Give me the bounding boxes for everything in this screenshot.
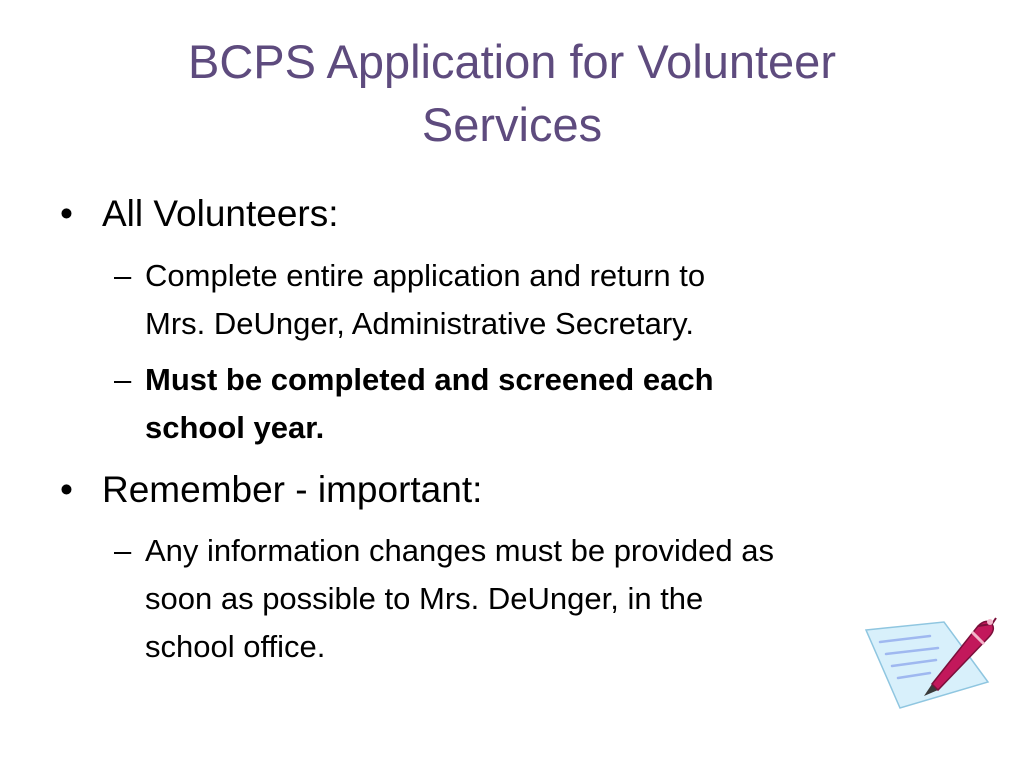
sub-bullet-mark: –	[114, 362, 132, 397]
sub-bullet-mark: –	[114, 533, 132, 568]
bullet-mark: •	[60, 469, 73, 510]
sub-item-line: Complete entire application and return to	[145, 258, 706, 293]
bullet-label: Remember - important:	[102, 469, 483, 510]
sub-item-line: Mrs. DeUnger, Administrative Secretary.	[145, 306, 694, 341]
sub-item-text	[145, 356, 975, 452]
sub-item-text	[145, 252, 975, 348]
bullet-label: All Volunteers:	[102, 193, 339, 234]
sub-bullet-mark: –	[114, 258, 132, 293]
title-line-2: Services	[421, 98, 603, 151]
bullet-mark: •	[60, 193, 73, 234]
sub-item-line: Must be completed and screened each	[145, 362, 714, 397]
pen-and-paper-icon	[860, 612, 1000, 712]
slide-title	[60, 30, 964, 156]
sub-item-line: school year.	[145, 410, 325, 445]
sub-item-line: Any information changes must be provided as	[145, 533, 774, 568]
title-line-1: BCPS Application for Volunteer	[188, 35, 836, 88]
sub-item-line: school office.	[145, 629, 326, 664]
sub-item-line: soon as possible to Mrs. DeUnger, in the	[145, 581, 704, 616]
paper-sheet	[866, 622, 988, 708]
sub-item-text	[145, 527, 975, 671]
